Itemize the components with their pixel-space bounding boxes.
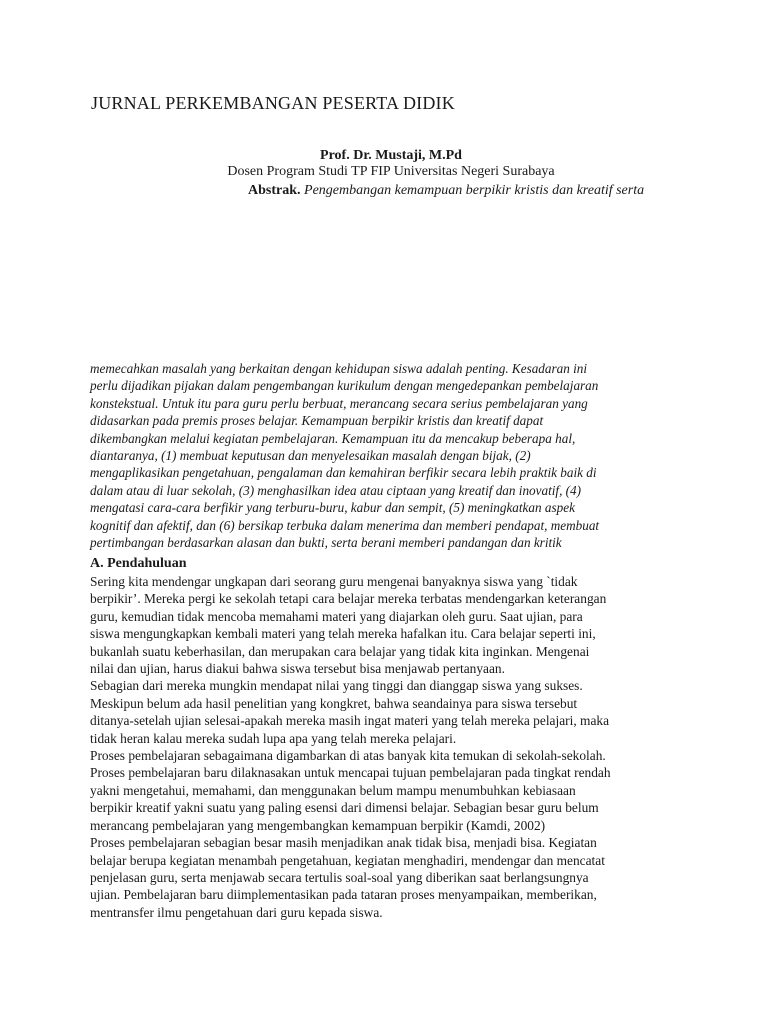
text-line: mengatasi cara-cara berfikir yang terburu-buru, kabur dan sempit, (5) meningkatkan aspek	[90, 500, 575, 516]
abstract-lead-text: Pengembangan kemampuan berpikir kristis dan kreatif serta	[300, 183, 645, 198]
text-line: diantaranya, (1) membuat keputusan dan menyelesaikan masalah dengan bijak, (2)	[90, 448, 531, 464]
text-line: siswa mengungkapkan kembali materi yang telah mereka hafalkan itu. Cara belajar seperti ini,	[90, 626, 596, 642]
text-line: berpikir kreatif yakni suatu yang paling esensi dari dimensi belajar. Sebagian besar guru belum	[90, 800, 599, 816]
text-line: Proses pembelajaran sebagaimana digambarkan di atas banyak kita temukan di sekolah-sekolah.	[90, 748, 606, 764]
text-line: yakni mengetahui, memahami, dan menggunakan belum mampu menumbuhkan kebiasaan	[90, 782, 576, 798]
author-name: Prof. Dr. Mustaji, M.Pd	[320, 148, 462, 163]
body-text	[90, 573, 690, 921]
text-line: ujian. Pembelajaran baru diimplementasikan pada tataran proses menyampaikan, memberikan,	[90, 887, 597, 903]
text-line: belajar berupa kegiatan menambah pengetahuan, kegiatan menghadiri, mendengar dan mencatat	[90, 852, 605, 868]
text-line: mengaplikasikan pengetahuan, pengalaman dan kemahiran berfikir secara lebih praktik baik di	[90, 465, 597, 481]
text-line: ditanya-setelah ujian selesai-apakah mereka masih ingat materi yang telah mereka pelajari, maka	[90, 713, 610, 729]
text-line: Meskipun belum ada hasil penelitian yang kongkret, bahwa seandainya para siswa tersebut	[90, 695, 578, 711]
text-line: dikembangkan melalui kegiatan pembelajaran. Kemampuan itu da mencakup beberapa hal,	[90, 430, 576, 446]
text-line: pertimbangan berdasarkan alasan dan bukti, serta berani memberi pandangan dan kritik	[90, 535, 562, 551]
text-line: mentransfer ilmu pengetahuan dari guru kepada siswa.	[90, 904, 383, 920]
text-line: Sering kita mendengar ungkapan dari seorang guru mengenai banyaknya siswa yang `tidak	[90, 574, 578, 589]
text-line: nilai dan ujian, harus diakui bahwa siswa tersebut bisa menjawab pertanyaan.	[90, 661, 505, 677]
author-affiliation: Dosen Program Studi TP FIP Universitas Negeri Surabaya	[227, 164, 555, 179]
abstract-body	[90, 360, 690, 551]
text-line: guru, kemudian tidak mencoba memahami materi yang diajarkan oleh guru. Saat ujian, para	[90, 608, 583, 624]
text-line: penjelasan guru, serta menjawab secara tertulis soal-soal yang diberikan saat berlangsungnya	[90, 869, 589, 885]
abstract-heading	[248, 183, 644, 199]
section-heading: A. Pendahuluan	[90, 556, 187, 571]
text-line: perlu dijadikan pijakan dalam pengembangan kurikulum dengan mengedepankan pembelajaran	[90, 378, 599, 394]
text-line: kognitif dan afektif, dan (6) bersikap terbuka dalam menerima dan memberi pendapat, membuat	[90, 517, 600, 533]
text-line: memecahkan masalah yang berkaitan dengan kehidupan siswa adalah penting. Kesadaran ini	[90, 361, 588, 376]
text-line: Sebagian dari mereka mungkin mendapat nilai yang tinggi dan dianggap siswa yang sukses.	[90, 678, 583, 694]
text-line: tidak heran kalau mereka sudah lupa apa yang telah mereka pelajari.	[90, 730, 457, 746]
document-title: JURNAL PERKEMBANGAN PESERTA DIDIK	[91, 93, 455, 113]
text-line: didasarkan pada premis proses belajar. Kemampuan berpikir kristis dan kreatif dapat	[90, 413, 544, 429]
text-line: konstekstual. Untuk itu para guru perlu berbuat, merancang secara serius pembelajaran yang	[90, 395, 588, 411]
text-line: berpikir’. Mereka pergi ke sekolah tetapi cara belajar mereka terbatas mendengarkan keterangan	[90, 591, 607, 607]
text-line: Proses pembelajaran baru dilaknasakan untuk mencapai tujuan pembelajaran pada tingkat rendah	[90, 765, 611, 781]
text-line: dalam atau di luar sekolah, (3) menghasilkan idea atau ciptaan yang kreatif dan inovatif, (4)	[90, 482, 582, 498]
text-line: merancang pembelajaran yang mengembangkan kemampuan berpikir (Kamdi, 2002)	[90, 817, 546, 833]
text-line: Proses pembelajaran sebagian besar masih menjadikan anak tidak bisa, menjadi bisa. Kegiatan	[90, 835, 597, 851]
abstract-label: Abstrak.	[248, 183, 301, 198]
text-line: bukanlah suatu keberhasilan, dan merupakan cara belajar yang tidak kita inginkan. Mengenai	[90, 643, 590, 659]
